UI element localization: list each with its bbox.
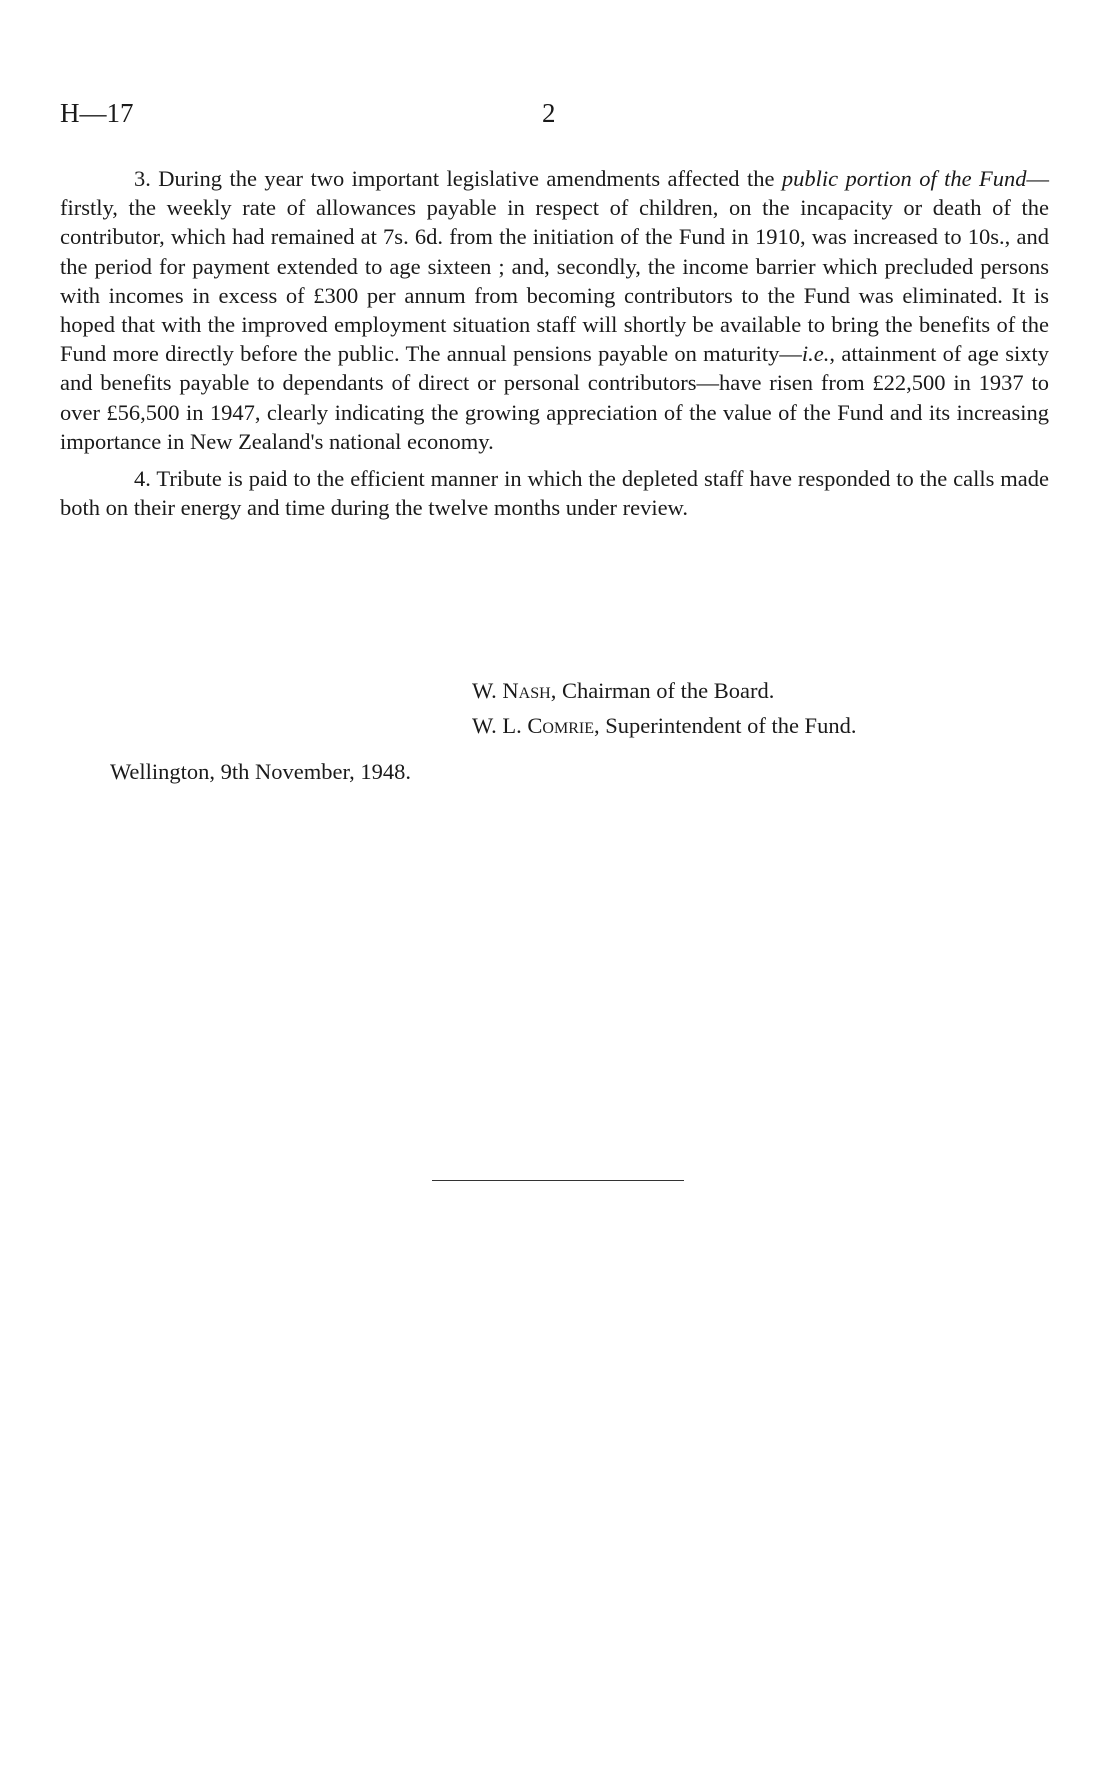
- paragraph-3-lead: 3. During the year two important legislative amendments affected the: [134, 166, 782, 191]
- page-number: 2: [542, 98, 556, 128]
- document-code: H—17: [60, 98, 134, 128]
- paragraph-4: 4. Tribute is paid to the efficient manner in which the depleted staff have responded to the calls made both on their energy and time during the twelve months under review.: [60, 466, 1049, 521]
- closing-rule: [432, 1180, 684, 1181]
- paragraph-3-rest: —firstly, the weekly rate of allowances payable in respect of children, on the incapacity or death of the contributor, which had remained at 7s. 6d. from the initiation of the Fund in 1910, was increased to 10s., and the period for payment extended to age sixteen ; and, secondly, the income barrier which precluded persons with incomes in excess of £300 per annum from becoming contributors to the Fund was eliminated. It is hoped that with the improved employment situation staff will shortly be available to bring the benefits of the Fund more directly before the public. The annual pensions payable on maturity—: [60, 166, 1049, 367]
- place-and-date: Wellington, 9th November, 1948.: [110, 759, 411, 784]
- paragraph-3: [60, 164, 1049, 456]
- paragraph-3-italic-phrase: public portion of the Fund: [781, 166, 1027, 191]
- signature-title: , Superintendent of the Fund.: [593, 713, 857, 738]
- signature-initial: W.: [472, 678, 503, 703]
- signature-initial: W. L.: [472, 713, 528, 738]
- signature-surname: Comrie: [527, 713, 594, 738]
- page-header: [60, 98, 1060, 138]
- signature-surname: Nash: [502, 678, 551, 703]
- signature-chairman: [472, 678, 774, 704]
- paragraph-3-italic-ie: i.e.: [801, 341, 830, 367]
- body-text: [60, 164, 1049, 530]
- signature-title: , Chairman of the Board.: [550, 678, 775, 703]
- paragraph-3-tail: , attainment of age sixty and benefits payable to dependants of direct or personal contributors—have risen from £22,500 in 1937 to over £56,500 in 1947, clearly indicating the growing appreciation of the value of the Fund and its increasing importance in New Zealand's national economy.: [60, 341, 1049, 454]
- signature-superintendent: [472, 713, 856, 739]
